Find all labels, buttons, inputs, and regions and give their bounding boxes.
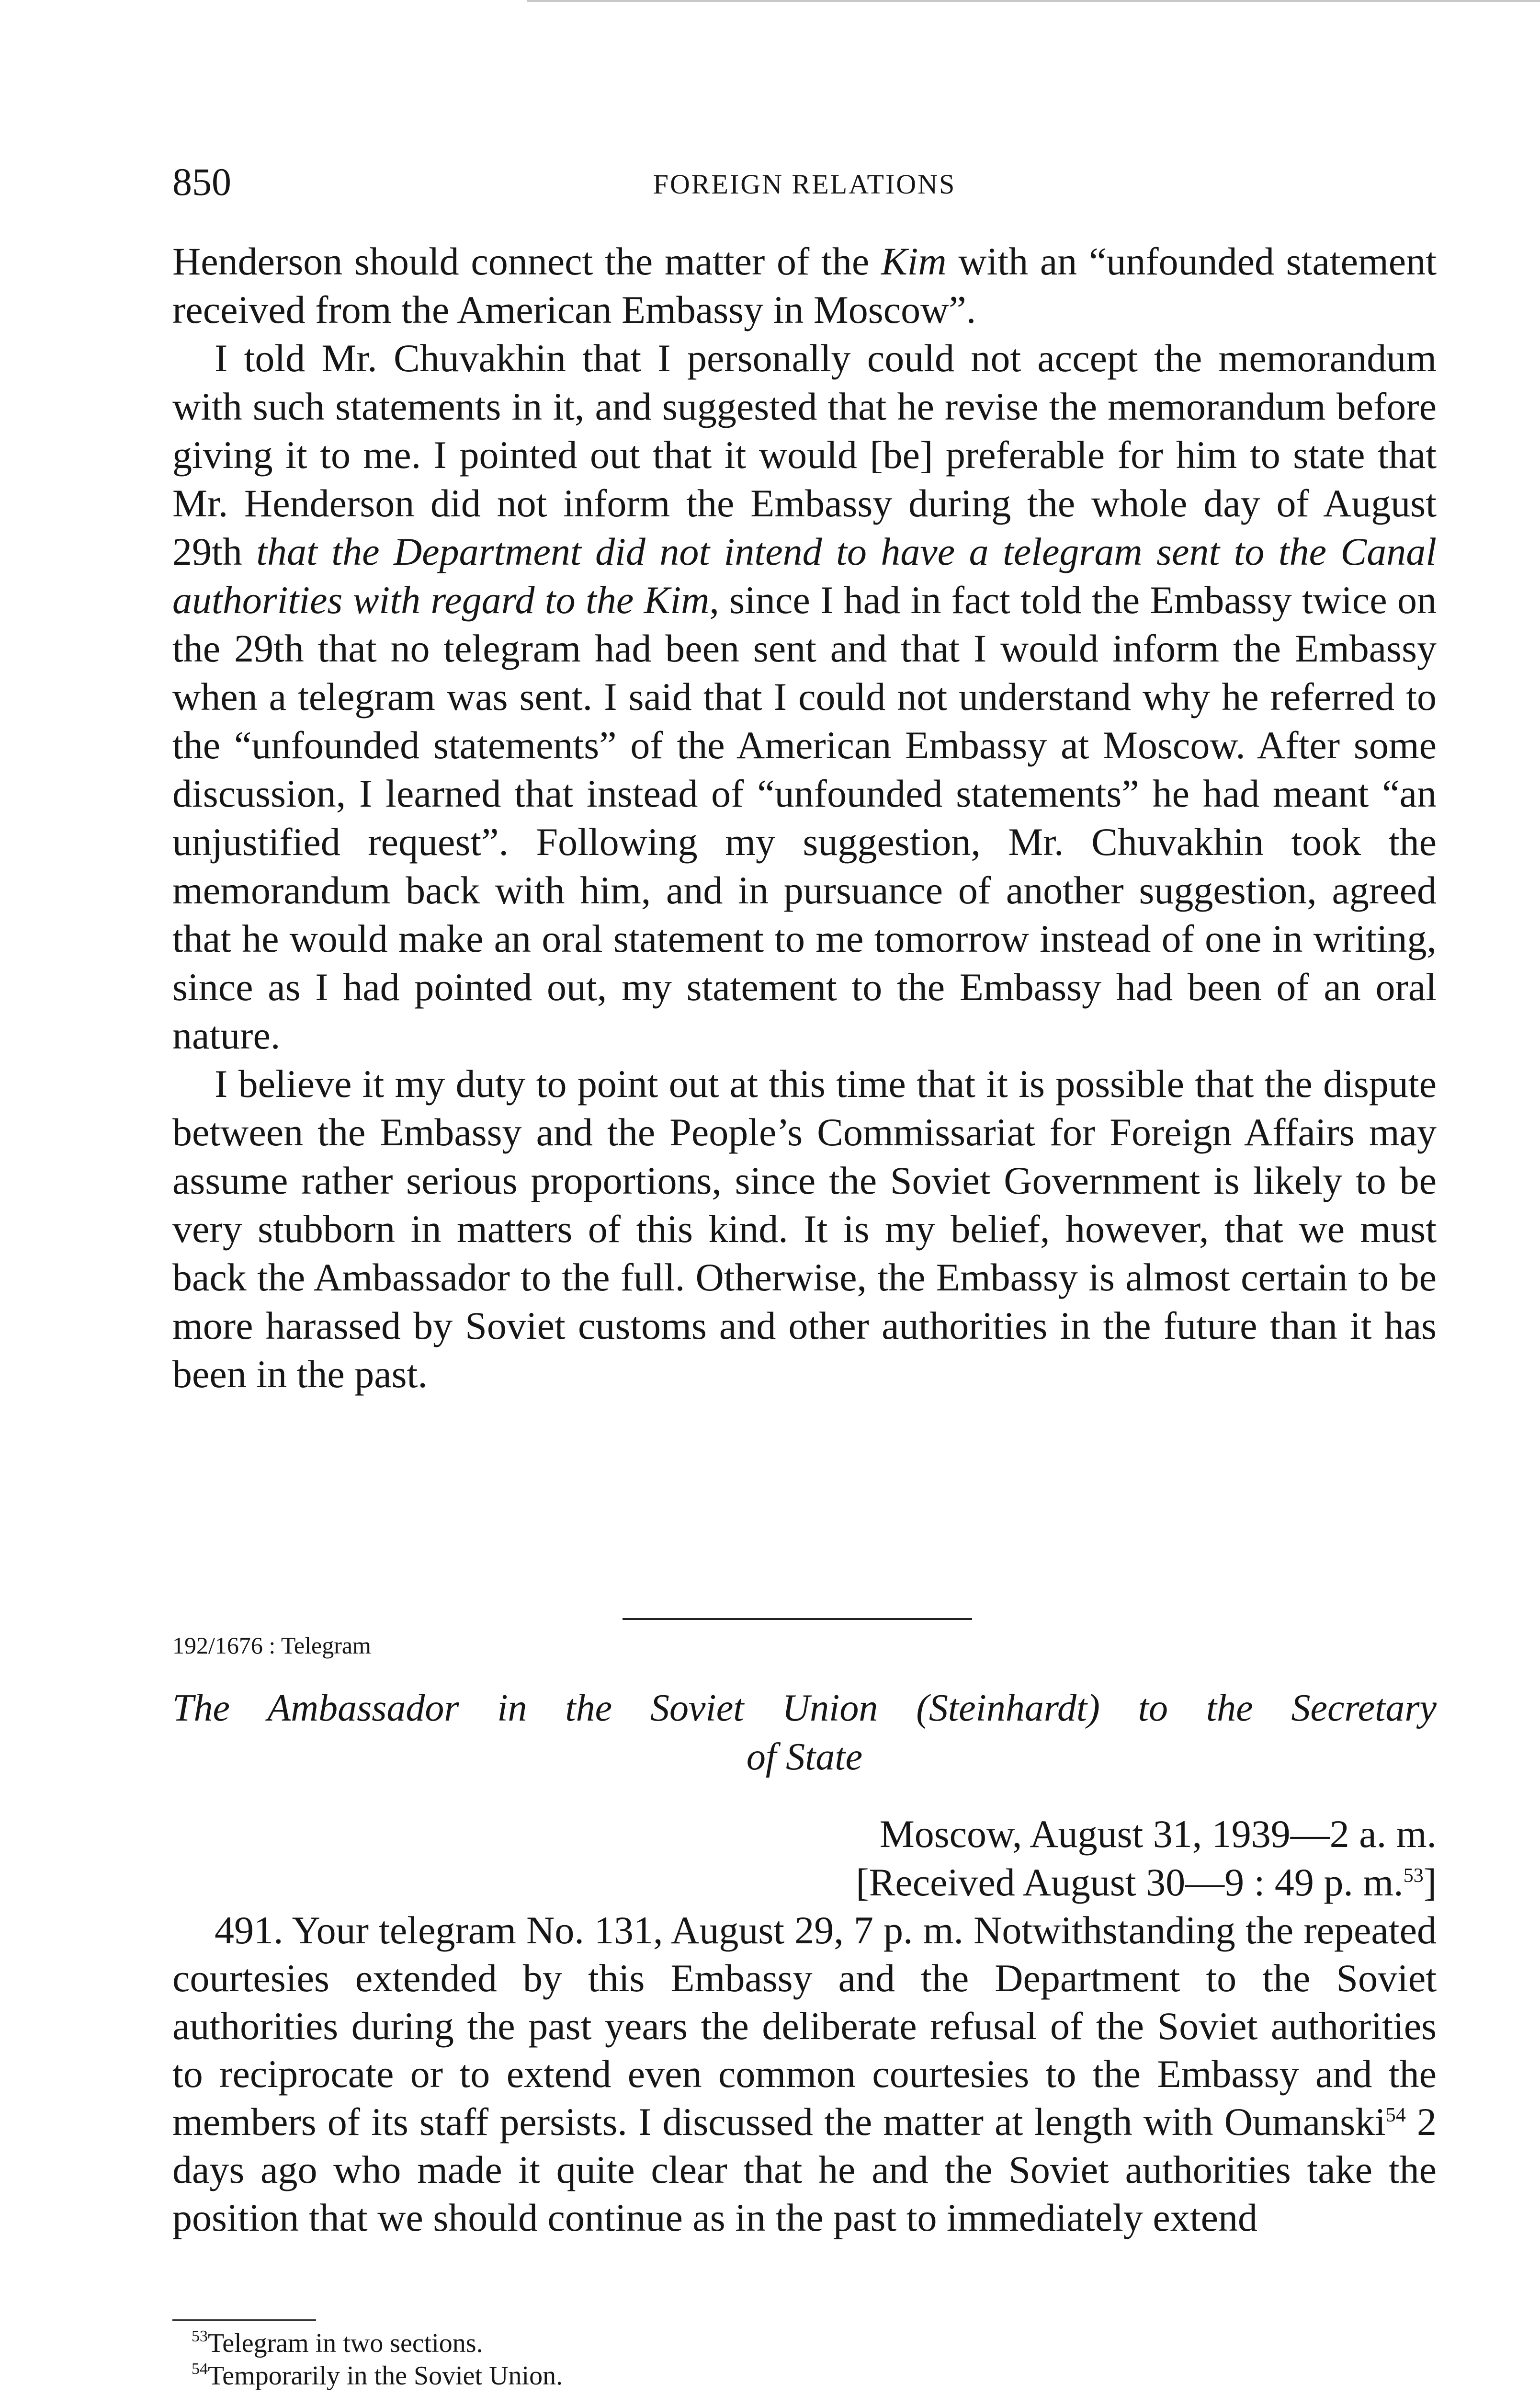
page-header xyxy=(172,153,1437,211)
footnotes xyxy=(172,2327,563,2392)
footnote-53: $^{53}$Telegram in two sections. xyxy=(192,2327,483,2358)
document-title-line-2: of State xyxy=(746,1736,863,1778)
footnote-ref-53: 53 xyxy=(1403,1865,1424,1887)
dateline-block xyxy=(856,1810,1437,1906)
section-divider xyxy=(623,1618,972,1620)
memorandum-text xyxy=(172,237,1437,1398)
dateline: Moscow, August 31, 1939—2 a. m. xyxy=(879,1812,1437,1856)
footnote-54: $^{54}$Temporarily in the Soviet Union. xyxy=(192,2360,563,2391)
top-edge-rule xyxy=(527,0,1540,2)
footnote-rule xyxy=(172,2319,316,2321)
document-title xyxy=(172,1684,1437,1781)
paragraph-1: Henderson should connect the matter of the Kim with an “unfounded statement received from the American Embassy in Moscow”. xyxy=(172,240,1437,331)
document-title-line-1: The Ambassador in the Soviet Union (Steinhardt) to the Secretary xyxy=(172,1687,1437,1729)
page-number: 850 xyxy=(172,160,231,204)
footnote-ref-54: 54 xyxy=(1385,2104,1406,2126)
running-head: FOREIGN RELATIONS xyxy=(653,169,956,200)
received-line: [Received August 30—9 : 49 p. m.$^{53}$] xyxy=(856,1860,1437,1904)
paragraph-2: I told Mr. Chuvakhin that I personally could not accept the memorandum with such statements in it, and suggested that he revise the memorandum before giving it to me. I pointed out that it would [be] preferable for him to state that Mr. Henderson did not inform the Embassy during the whole day of August 29th that the Department did not intend to have a telegram sent to the Canal authorities with regard to the Kim, since I had in fact told the Embassy twice on the 29th that no telegram had been sent and that I would inform the Embassy when a telegram was sent. I said that I could not understand why he referred to the “unfounded statements” of the American Embassy at Moscow. After some discussion, I learned that instead of “unfounded statements” he had meant “an unjustified request”. Following my suggestion, Mr. Chuvakhin took the memorandum back with him, and in pursuance of another suggestion, agreed that he would make an oral statement to me tomorrow instead of one in writing, since as I had pointed out, my statement to the Embassy had been of an oral nature. xyxy=(172,336,1437,1057)
file-reference: 192/1676 : Telegram xyxy=(172,1632,371,1659)
paragraph-3: I believe it my duty to point out at this time that it is possible that the dispute between the Embassy and the People’s Commissariat for Foreign Affairs may assume rather serious proportions, since the Soviet Government is likely to be very stubborn in matters of this kind. It is my belief, however, that we must back the Ambassador to the full. Otherwise, the Embassy is almost certain to be more harassed by Soviet customs and other authorities in the future than it has been in the past. xyxy=(172,1062,1437,1396)
telegram-text: 491. Your telegram No. 131, August 29, 7 p. m. Notwithstanding the repeated courtesies extended by this Embassy and the Department to the Soviet authorities during the past years the deliberate refusal of the Soviet authorities to reciprocate or to extend even common courtesies to the Embassy and the members of its staff persists. I discussed the matter at length with Oumanski$^{54}$ 2 days ago who made it quite clear that he and the Soviet authorities take the position that we should continue as in the past to immediately extend xyxy=(172,1908,1437,2239)
